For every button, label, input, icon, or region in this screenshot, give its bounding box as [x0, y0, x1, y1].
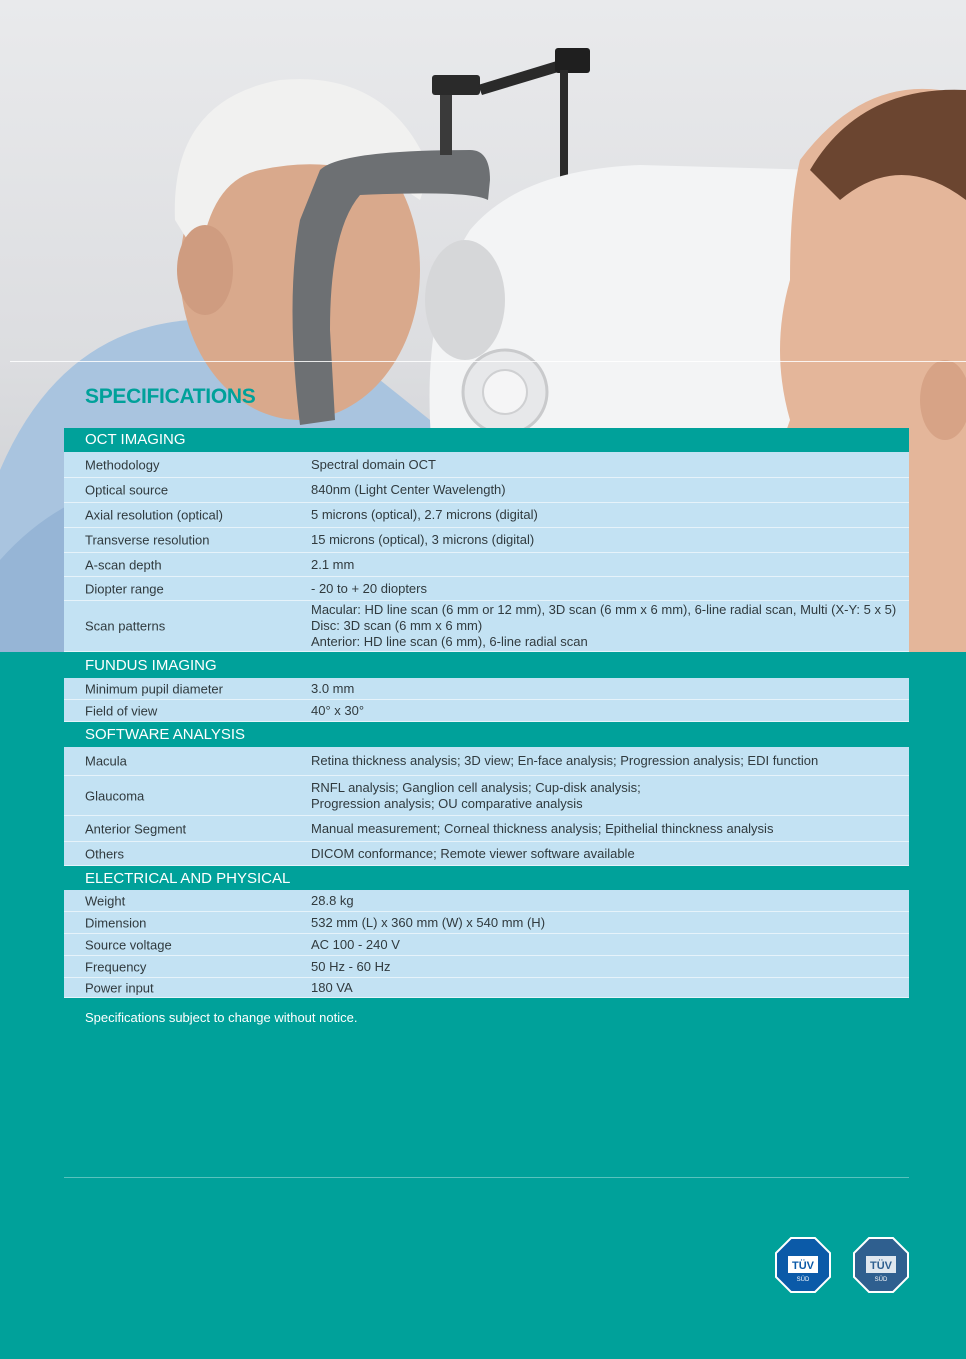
row-value: Retina thickness analysis; 3D view; En-face analysis; Progression analysis; EDI function: [311, 753, 819, 768]
row-value: 40° x 30°: [311, 702, 365, 718]
badge-name: TÜV: [870, 1260, 892, 1272]
table-row: [64, 700, 909, 722]
row-label: Macula: [85, 753, 127, 769]
row-value: 28.8 kg: [311, 892, 354, 908]
row-value: - 20 to + 20 diopters: [311, 580, 427, 596]
row-value: 15 microns (optical), 3 microns (digital): [311, 532, 535, 547]
row-value: Spectral domain OCT: [311, 456, 436, 472]
row-label: Anterior Segment: [85, 821, 187, 836]
row-value: 840nm (Light Center Wavelength): [311, 482, 506, 497]
row-value: [311, 780, 641, 812]
section-heading: OCT IMAGING: [64, 428, 909, 452]
section-electrical-physical: [64, 867, 909, 998]
table-row: [64, 601, 909, 652]
table-row: [64, 842, 909, 866]
row-value: 180 VA: [311, 979, 353, 995]
row-label: Methodology: [85, 457, 160, 472]
table-row: [64, 956, 909, 978]
row-value: DICOM conformance; Remote viewer software available: [311, 845, 635, 861]
row-value: 5 microns (optical), 2.7 microns (digital): [311, 507, 538, 522]
row-label: A-scan depth: [85, 557, 162, 572]
badge-name: TÜV: [792, 1260, 814, 1272]
row-label: Diopter range: [85, 581, 164, 596]
row-label: Weight: [85, 893, 126, 908]
row-label: Optical source: [85, 482, 169, 498]
section-heading: FUNDUS IMAGING: [64, 654, 909, 678]
page-title: SPECIFICATIONS: [85, 385, 256, 408]
badge-sub: SÜD: [796, 1277, 810, 1283]
value-line: Progression analysis; OU comparative analysis: [311, 795, 583, 811]
row-label: Others: [85, 846, 125, 861]
row-label: Scan patterns: [85, 618, 166, 634]
table-row: [64, 912, 909, 934]
table-row: [64, 678, 909, 700]
row-label: Field of view: [85, 703, 158, 718]
table-row: [64, 776, 909, 816]
table-row: [64, 478, 909, 503]
value-line: Macular: HD line scan (6 mm or 12 mm), 3D scan (6 mm x 6 mm), 6-line radial scan, Multi (X-Y: 5 x 5): [311, 602, 897, 617]
table-row: [64, 528, 909, 553]
badge-sub: SÜD: [874, 1277, 888, 1283]
tuv-certification-badge: [774, 1236, 832, 1294]
table-row: [64, 553, 909, 577]
row-value: 3.0 mm: [311, 680, 355, 696]
section-software-analysis: [64, 723, 909, 866]
table-row: [64, 452, 909, 478]
row-label: Transverse resolution: [85, 532, 210, 548]
table-row: [64, 816, 909, 842]
section-heading: SOFTWARE ANALYSIS: [64, 723, 909, 747]
table-row: [64, 747, 909, 776]
table-row: [64, 978, 909, 998]
row-value: 2.1 mm: [311, 556, 355, 572]
footnote: Specifications subject to change without notice.: [85, 1010, 358, 1025]
table-row: [64, 577, 909, 601]
table-row: [64, 890, 909, 912]
section-fundus-imaging: [64, 654, 909, 722]
row-value: Manual measurement; Corneal thickness analysis; Epithelial thinckness analysis: [311, 820, 774, 836]
divider-line: [10, 361, 966, 362]
footer-divider: [64, 1177, 909, 1178]
value-line: Disc: 3D scan (6 mm x 6 mm): [311, 618, 483, 633]
row-label: Glaucoma: [85, 788, 145, 803]
table-row: [64, 934, 909, 956]
value-line: Anterior: HD line scan (6 mm), 6-line radial scan: [311, 634, 588, 649]
tuv-certification-badge: [852, 1236, 910, 1294]
row-value: AC 100 - 240 V: [311, 936, 400, 952]
row-label: Axial resolution (optical): [85, 507, 224, 523]
row-label: Minimum pupil diameter: [85, 681, 223, 696]
row-value: 50 Hz - 60 Hz: [311, 958, 391, 974]
row-label: Dimension: [85, 915, 147, 930]
row-value: 532 mm (L) x 360 mm (W) x 540 mm (H): [311, 914, 546, 930]
table-row: [64, 503, 909, 528]
value-line: RNFL analysis; Ganglion cell analysis; Cup-disk analysis;: [311, 779, 641, 795]
row-label: Power input: [85, 980, 154, 995]
row-label: Source voltage: [85, 937, 172, 952]
row-label: Frequency: [85, 959, 147, 974]
section-oct-imaging: [64, 428, 909, 652]
row-value: [311, 602, 896, 650]
section-heading: ELECTRICAL AND PHYSICAL: [64, 867, 909, 890]
